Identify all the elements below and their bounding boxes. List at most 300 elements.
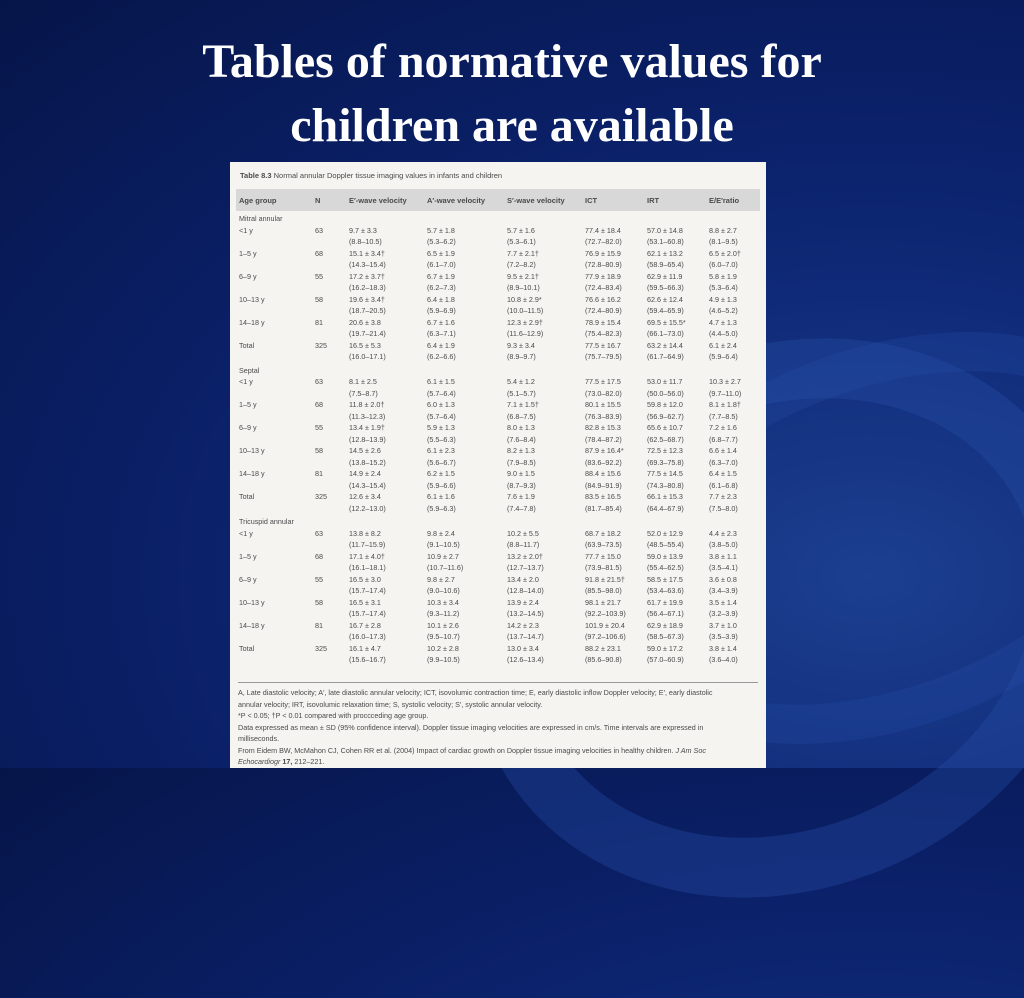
e-ratio-ci-cell: (4.4–5.0) bbox=[709, 329, 738, 339]
ict-ci-cell: (92.2–103.9) bbox=[585, 609, 626, 619]
a-wave-mean-cell: 10.1 ± 2.6 bbox=[427, 620, 459, 630]
age-group-cell: 6–9 y bbox=[239, 271, 257, 281]
s-wave-ci-cell: (5.3–6.1) bbox=[507, 237, 536, 247]
footnote-units-cont: milliseconds. bbox=[238, 734, 280, 743]
s-wave-mean-cell: 14.2 ± 2.3 bbox=[507, 620, 539, 630]
ict-mean-cell: 77.9 ± 18.9 bbox=[585, 271, 621, 281]
e-ratio-mean-cell: 3.8 ± 1.1 bbox=[709, 551, 737, 561]
e-ratio-ci-cell: (5.9–6.4) bbox=[709, 352, 738, 362]
e-ratio-ci-cell: (3.6–4.0) bbox=[709, 655, 738, 665]
s-wave-ci-cell: (7.9–8.5) bbox=[507, 457, 536, 467]
age-group-cell: Total bbox=[239, 340, 255, 350]
e-ratio-ci-cell: (7.5–8.0) bbox=[709, 503, 738, 513]
ict-ci-cell: (72.4–83.4) bbox=[585, 283, 622, 293]
e-wave-mean-cell: 20.6 ± 3.8 bbox=[349, 317, 381, 327]
table-row-ci bbox=[236, 654, 760, 666]
age-group-empty-cell bbox=[236, 539, 312, 551]
footnote-pages: 212–221. bbox=[294, 757, 325, 766]
ict-mean-cell: 77.4 ± 18.4 bbox=[585, 225, 621, 235]
e-wave-mean-cell: 17.1 ± 4.0† bbox=[349, 551, 385, 561]
age-group-empty-cell bbox=[236, 388, 312, 400]
n-cell: 63 bbox=[315, 528, 323, 538]
e-ratio-mean-cell: 3.5 ± 1.4 bbox=[709, 597, 737, 607]
header-age-group: Age group bbox=[236, 189, 312, 211]
age-group-cell: 14–18 y bbox=[239, 620, 265, 630]
footnote-significance: *P < 0.05; †P < 0.01 compared with proccceding age group. bbox=[238, 711, 429, 720]
age-group-empty-cell bbox=[236, 282, 312, 294]
irt-ci-cell: (53.4–63.6) bbox=[647, 586, 684, 596]
s-wave-mean-cell: 5.7 ± 1.6 bbox=[507, 225, 535, 235]
n-empty-cell bbox=[312, 654, 346, 666]
table-row-ci bbox=[236, 608, 760, 620]
ict-ci-cell: (85.5–98.0) bbox=[585, 586, 622, 596]
a-wave-mean-cell: 6.1 ± 1.5 bbox=[427, 377, 455, 387]
s-wave-mean-cell: 10.2 ± 5.5 bbox=[507, 528, 539, 538]
ict-ci-cell: (63.9–73.5) bbox=[585, 540, 622, 550]
n-empty-cell bbox=[312, 259, 346, 271]
a-wave-mean-cell: 6.5 ± 1.9 bbox=[427, 248, 455, 258]
s-wave-mean-cell: 13.0 ± 3.4 bbox=[507, 643, 539, 653]
a-wave-ci-cell: (5.9–6.3) bbox=[427, 503, 456, 513]
n-empty-cell bbox=[312, 562, 346, 574]
table-caption-text: Normal annular Doppler tissue imaging values in infants and children bbox=[273, 171, 503, 180]
s-wave-ci-cell: (8.9–9.7) bbox=[507, 352, 536, 362]
header-e-wave: E′-wave velocity bbox=[346, 189, 424, 211]
header-ict: ICT bbox=[582, 189, 644, 211]
header-s-wave: S′-wave velocity bbox=[504, 189, 582, 211]
age-group-cell: 1–5 y bbox=[239, 248, 257, 258]
n-empty-cell bbox=[312, 305, 346, 317]
table-row bbox=[236, 620, 760, 632]
e-ratio-mean-cell: 7.2 ± 1.6 bbox=[709, 423, 737, 433]
ict-ci-cell: (75.4–82.3) bbox=[585, 329, 622, 339]
table-image bbox=[230, 162, 766, 768]
e-wave-mean-cell: 14.5 ± 2.6 bbox=[349, 446, 381, 456]
n-empty-cell bbox=[312, 631, 346, 643]
e-wave-ci-cell: (13.8–15.2) bbox=[349, 457, 386, 467]
irt-mean-cell: 62.9 ± 18.9 bbox=[647, 620, 683, 630]
s-wave-mean-cell: 7.7 ± 2.1† bbox=[507, 248, 539, 258]
ict-mean-cell: 83.5 ± 16.5 bbox=[585, 492, 621, 502]
ict-mean-cell: 68.7 ± 18.2 bbox=[585, 528, 621, 538]
a-wave-ci-cell: (9.3–11.2) bbox=[427, 609, 460, 619]
n-empty-cell bbox=[312, 539, 346, 551]
e-ratio-mean-cell: 5.8 ± 1.9 bbox=[709, 271, 737, 281]
e-ratio-mean-cell: 6.1 ± 2.4 bbox=[709, 340, 737, 350]
e-wave-mean-cell: 16.1 ± 4.7 bbox=[349, 643, 381, 653]
e-ratio-mean-cell: 8.8 ± 2.7 bbox=[709, 225, 737, 235]
a-wave-ci-cell: (6.2–6.6) bbox=[427, 352, 456, 362]
ict-mean-cell: 88.2 ± 23.1 bbox=[585, 643, 621, 653]
section-header-row bbox=[236, 514, 760, 528]
table-row-ci bbox=[236, 351, 760, 363]
section-name: Septal bbox=[239, 365, 260, 375]
table-row-ci bbox=[236, 236, 760, 248]
footnote-journal-cont: Echocardiogr bbox=[238, 757, 281, 766]
n-cell: 81 bbox=[315, 317, 323, 327]
table-row bbox=[236, 294, 760, 306]
table-row-ci bbox=[236, 539, 760, 551]
table-label: Table 8.3 bbox=[240, 171, 272, 180]
table-row bbox=[236, 225, 760, 237]
irt-mean-cell: 66.1 ± 15.3 bbox=[647, 492, 683, 502]
table-row-ci bbox=[236, 282, 760, 294]
e-wave-mean-cell: 19.6 ± 3.4† bbox=[349, 294, 385, 304]
ict-ci-cell: (75.7–79.5) bbox=[585, 352, 622, 362]
a-wave-ci-cell: (5.7–6.4) bbox=[427, 388, 456, 398]
a-wave-ci-cell: (6.3–7.1) bbox=[427, 329, 456, 339]
a-wave-ci-cell: (5.9–6.6) bbox=[427, 480, 456, 490]
e-wave-ci-cell: (8.8–10.5) bbox=[349, 237, 382, 247]
n-cell: 63 bbox=[315, 225, 323, 235]
slide-title bbox=[0, 30, 1024, 158]
n-cell: 325 bbox=[315, 340, 327, 350]
a-wave-ci-cell: (5.7–6.4) bbox=[427, 411, 456, 421]
irt-ci-cell: (56.4–67.1) bbox=[647, 609, 684, 619]
age-group-cell: 14–18 y bbox=[239, 469, 265, 479]
age-group-cell: 1–5 y bbox=[239, 551, 257, 561]
irt-mean-cell: 53.0 ± 11.7 bbox=[647, 377, 683, 387]
e-wave-mean-cell: 16.5 ± 3.0 bbox=[349, 574, 381, 584]
ict-mean-cell: 87.9 ± 16.4* bbox=[585, 446, 624, 456]
slide-title-line-2: children are available bbox=[290, 99, 734, 152]
e-wave-mean-cell: 16.5 ± 5.3 bbox=[349, 340, 381, 350]
ict-mean-cell: 91.8 ± 21.5† bbox=[585, 574, 625, 584]
ict-mean-cell: 80.1 ± 15.5 bbox=[585, 400, 621, 410]
irt-mean-cell: 61.7 ± 19.9 bbox=[647, 597, 683, 607]
n-empty-cell bbox=[312, 503, 346, 515]
e-wave-ci-cell: (16.1–18.1) bbox=[349, 563, 386, 573]
irt-ci-cell: (48.5–55.4) bbox=[647, 540, 684, 550]
ict-ci-cell: (78.4–87.2) bbox=[585, 434, 622, 444]
irt-mean-cell: 57.0 ± 14.8 bbox=[647, 225, 683, 235]
table-caption bbox=[240, 171, 502, 180]
table-row-ci bbox=[236, 457, 760, 469]
s-wave-ci-cell: (5.1–5.7) bbox=[507, 388, 536, 398]
e-wave-ci-cell: (12.2–13.0) bbox=[349, 503, 386, 513]
n-empty-cell bbox=[312, 480, 346, 492]
irt-ci-cell: (59.5–66.3) bbox=[647, 283, 684, 293]
e-ratio-mean-cell: 8.1 ± 1.8† bbox=[709, 400, 741, 410]
ict-mean-cell: 76.9 ± 15.9 bbox=[585, 248, 621, 258]
s-wave-ci-cell: (7.6–8.4) bbox=[507, 434, 536, 444]
age-group-cell: 6–9 y bbox=[239, 423, 257, 433]
a-wave-mean-cell: 6.7 ± 1.6 bbox=[427, 317, 455, 327]
age-group-empty-cell bbox=[236, 328, 312, 340]
e-ratio-ci-cell: (6.0–7.0) bbox=[709, 260, 738, 270]
age-group-cell: <1 y bbox=[239, 377, 253, 387]
age-group-cell: 10–13 y bbox=[239, 597, 265, 607]
irt-mean-cell: 62.9 ± 11.9 bbox=[647, 271, 683, 281]
e-ratio-ci-cell: (6.1–6.8) bbox=[709, 480, 738, 490]
age-group-cell: 10–13 y bbox=[239, 446, 265, 456]
irt-ci-cell: (74.3–80.8) bbox=[647, 480, 684, 490]
a-wave-mean-cell: 9.8 ± 2.7 bbox=[427, 574, 455, 584]
n-empty-cell bbox=[312, 388, 346, 400]
table-row bbox=[236, 271, 760, 283]
ict-ci-cell: (72.8–80.9) bbox=[585, 260, 622, 270]
e-wave-mean-cell: 15.1 ± 3.4† bbox=[349, 248, 385, 258]
e-wave-ci-cell: (19.7–21.4) bbox=[349, 329, 386, 339]
e-ratio-ci-cell: (3.5–4.1) bbox=[709, 563, 738, 573]
ict-mean-cell: 82.8 ± 15.3 bbox=[585, 423, 621, 433]
n-empty-cell bbox=[312, 282, 346, 294]
e-wave-ci-cell: (15.7–17.4) bbox=[349, 586, 386, 596]
s-wave-ci-cell: (8.9–10.1) bbox=[507, 283, 540, 293]
table-row bbox=[236, 317, 760, 329]
slide-title-line-1: Tables of normative values for bbox=[202, 35, 822, 88]
footnote-source bbox=[238, 745, 758, 757]
table-header-row bbox=[236, 189, 760, 211]
footnote-abbreviations: A, Late diastolic velocity; A′, late diastolic annular velocity; ICT, isovolumic contraction time; E, early diastolic inflow Doppler velocity; E′, early diastolic bbox=[238, 688, 713, 697]
a-wave-ci-cell: (5.5–6.3) bbox=[427, 434, 456, 444]
irt-mean-cell: 69.5 ± 15.5* bbox=[647, 317, 686, 327]
a-wave-ci-cell: (9.9–10.5) bbox=[427, 655, 460, 665]
ict-ci-cell: (85.6–90.8) bbox=[585, 655, 622, 665]
normative-values-table bbox=[236, 189, 760, 666]
e-ratio-mean-cell: 6.5 ± 2.0† bbox=[709, 248, 741, 258]
ict-mean-cell: 77.5 ± 17.5 bbox=[585, 377, 621, 387]
age-group-empty-cell bbox=[236, 259, 312, 271]
table-row bbox=[236, 399, 760, 411]
section-name: Mitral annular bbox=[239, 214, 283, 224]
irt-ci-cell: (66.1–73.0) bbox=[647, 329, 684, 339]
a-wave-ci-cell: (5.9–6.9) bbox=[427, 306, 456, 316]
irt-mean-cell: 63.2 ± 14.4 bbox=[647, 340, 683, 350]
age-group-empty-cell bbox=[236, 562, 312, 574]
table-row-ci bbox=[236, 631, 760, 643]
e-wave-mean-cell: 11.8 ± 2.0† bbox=[349, 400, 385, 410]
n-empty-cell bbox=[312, 328, 346, 340]
ict-mean-cell: 77.5 ± 16.7 bbox=[585, 340, 621, 350]
header-n: N bbox=[312, 189, 346, 211]
s-wave-ci-cell: (6.8–7.5) bbox=[507, 411, 536, 421]
e-wave-ci-cell: (16.0–17.1) bbox=[349, 352, 386, 362]
ict-mean-cell: 98.1 ± 21.7 bbox=[585, 597, 621, 607]
irt-mean-cell: 65.6 ± 10.7 bbox=[647, 423, 683, 433]
section-header-row bbox=[236, 363, 760, 377]
table-row-ci bbox=[236, 585, 760, 597]
ict-mean-cell: 78.9 ± 15.4 bbox=[585, 317, 621, 327]
footnote-volume: 17, bbox=[282, 757, 293, 766]
irt-mean-cell: 59.0 ± 17.2 bbox=[647, 643, 683, 653]
e-wave-mean-cell: 14.9 ± 2.4 bbox=[349, 469, 381, 479]
a-wave-mean-cell: 6.2 ± 1.5 bbox=[427, 469, 455, 479]
e-ratio-ci-cell: (4.6–5.2) bbox=[709, 306, 738, 316]
e-wave-mean-cell: 17.2 ± 3.7† bbox=[349, 271, 385, 281]
n-empty-cell bbox=[312, 411, 346, 423]
a-wave-mean-cell: 6.1 ± 2.3 bbox=[427, 446, 455, 456]
e-wave-mean-cell: 16.5 ± 3.1 bbox=[349, 597, 381, 607]
irt-ci-cell: (64.4–67.9) bbox=[647, 503, 684, 513]
n-cell: 58 bbox=[315, 597, 323, 607]
a-wave-mean-cell: 10.3 ± 3.4 bbox=[427, 597, 459, 607]
s-wave-ci-cell: (7.4–7.8) bbox=[507, 503, 536, 513]
age-group-cell: 6–9 y bbox=[239, 574, 257, 584]
header-irt: IRT bbox=[644, 189, 706, 211]
a-wave-mean-cell: 6.4 ± 1.8 bbox=[427, 294, 455, 304]
irt-ci-cell: (58.5–67.3) bbox=[647, 632, 684, 642]
s-wave-mean-cell: 7.6 ± 1.9 bbox=[507, 492, 535, 502]
table-row bbox=[236, 340, 760, 352]
age-group-cell: 10–13 y bbox=[239, 294, 265, 304]
a-wave-mean-cell: 10.9 ± 2.7 bbox=[427, 551, 459, 561]
ict-ci-cell: (72.7–82.0) bbox=[585, 237, 622, 247]
footnote-abbreviations-cont: annular velocity; IRT, isovolumic relaxation time; S, systolic velocity; S′, systolic annular velocity. bbox=[238, 699, 543, 709]
irt-ci-cell: (62.5–68.7) bbox=[647, 434, 684, 444]
e-wave-ci-cell: (16.0–17.3) bbox=[349, 632, 386, 642]
e-wave-ci-cell: (14.3–15.4) bbox=[349, 480, 386, 490]
table-row bbox=[236, 574, 760, 586]
irt-mean-cell: 59.8 ± 12.0 bbox=[647, 400, 683, 410]
s-wave-mean-cell: 9.3 ± 3.4 bbox=[507, 340, 535, 350]
irt-mean-cell: 77.5 ± 14.5 bbox=[647, 469, 683, 479]
n-cell: 68 bbox=[315, 248, 323, 258]
n-empty-cell bbox=[312, 457, 346, 469]
e-wave-ci-cell: (11.3–12.3) bbox=[349, 411, 386, 421]
ict-mean-cell: 76.6 ± 16.2 bbox=[585, 294, 621, 304]
s-wave-mean-cell: 13.9 ± 2.4 bbox=[507, 597, 539, 607]
irt-ci-cell: (50.0–56.0) bbox=[647, 388, 684, 398]
age-group-empty-cell bbox=[236, 654, 312, 666]
e-ratio-mean-cell: 6.4 ± 1.5 bbox=[709, 469, 737, 479]
e-wave-ci-cell: (11.7–15.9) bbox=[349, 540, 386, 550]
header-a-wave: A′-wave velocity bbox=[424, 189, 504, 211]
age-group-empty-cell bbox=[236, 411, 312, 423]
n-cell: 325 bbox=[315, 643, 327, 653]
n-cell: 55 bbox=[315, 271, 323, 281]
irt-ci-cell: (59.4–65.9) bbox=[647, 306, 684, 316]
table-row-ci bbox=[236, 388, 760, 400]
s-wave-ci-cell: (12.8–14.0) bbox=[507, 586, 544, 596]
a-wave-ci-cell: (9.5–10.7) bbox=[427, 632, 460, 642]
age-group-empty-cell bbox=[236, 503, 312, 515]
s-wave-ci-cell: (13.2–14.5) bbox=[507, 609, 544, 619]
age-group-cell: Total bbox=[239, 492, 255, 502]
a-wave-ci-cell: (5.6–6.7) bbox=[427, 457, 456, 467]
s-wave-ci-cell: (12.7–13.7) bbox=[507, 563, 544, 573]
n-cell: 58 bbox=[315, 446, 323, 456]
irt-ci-cell: (57.0–60.9) bbox=[647, 655, 684, 665]
table-row bbox=[236, 445, 760, 457]
s-wave-ci-cell: (7.2–8.2) bbox=[507, 260, 536, 270]
e-wave-ci-cell: (18.7–20.5) bbox=[349, 306, 386, 316]
e-ratio-ci-cell: (9.7–11.0) bbox=[709, 388, 742, 398]
ict-ci-cell: (97.2–106.6) bbox=[585, 632, 626, 642]
age-group-empty-cell bbox=[236, 608, 312, 620]
age-group-empty-cell bbox=[236, 351, 312, 363]
s-wave-ci-cell: (11.6–12.9) bbox=[507, 329, 544, 339]
n-empty-cell bbox=[312, 434, 346, 446]
e-wave-mean-cell: 13.8 ± 8.2 bbox=[349, 528, 381, 538]
table-row bbox=[236, 491, 760, 503]
irt-mean-cell: 59.0 ± 13.9 bbox=[647, 551, 683, 561]
s-wave-mean-cell: 8.2 ± 1.3 bbox=[507, 446, 535, 456]
footnote-units: Data expressed as mean ± SD (95% confidence interval). Doppler tissue imaging velocities are expressed in cm/s. Time intervals are expressed in bbox=[238, 722, 704, 732]
e-ratio-ci-cell: (3.2–3.9) bbox=[709, 609, 738, 619]
footnote-source-cont bbox=[238, 756, 758, 768]
e-ratio-mean-cell: 4.4 ± 2.3 bbox=[709, 528, 737, 538]
table-row bbox=[236, 643, 760, 655]
irt-ci-cell: (58.9–65.4) bbox=[647, 260, 684, 270]
e-wave-ci-cell: (15.6–16.7) bbox=[349, 655, 386, 665]
ict-mean-cell: 77.7 ± 15.0 bbox=[585, 551, 621, 561]
irt-mean-cell: 62.6 ± 12.4 bbox=[647, 294, 683, 304]
table-row-ci bbox=[236, 259, 760, 271]
age-group-empty-cell bbox=[236, 631, 312, 643]
table-row-ci bbox=[236, 480, 760, 492]
irt-ci-cell: (55.4–62.5) bbox=[647, 563, 684, 573]
table-row-ci bbox=[236, 305, 760, 317]
a-wave-mean-cell: 6.4 ± 1.9 bbox=[427, 340, 455, 350]
s-wave-mean-cell: 13.2 ± 2.0† bbox=[507, 551, 543, 561]
table-row bbox=[236, 528, 760, 540]
e-ratio-mean-cell: 3.6 ± 0.8 bbox=[709, 574, 737, 584]
e-ratio-mean-cell: 4.9 ± 1.3 bbox=[709, 294, 737, 304]
s-wave-mean-cell: 5.4 ± 1.2 bbox=[507, 377, 535, 387]
age-group-empty-cell bbox=[236, 480, 312, 492]
n-cell: 55 bbox=[315, 574, 323, 584]
e-wave-ci-cell: (12.8–13.9) bbox=[349, 434, 386, 444]
e-ratio-ci-cell: (7.7–8.5) bbox=[709, 411, 738, 421]
table-row bbox=[236, 422, 760, 434]
n-cell: 81 bbox=[315, 469, 323, 479]
a-wave-mean-cell: 10.2 ± 2.8 bbox=[427, 643, 459, 653]
table-row bbox=[236, 248, 760, 260]
table-row bbox=[236, 468, 760, 480]
table-row-ci bbox=[236, 411, 760, 423]
n-cell: 325 bbox=[315, 492, 327, 502]
a-wave-mean-cell: 6.1 ± 1.6 bbox=[427, 492, 455, 502]
s-wave-mean-cell: 12.3 ± 2.9† bbox=[507, 317, 543, 327]
age-group-cell: Total bbox=[239, 643, 255, 653]
ict-ci-cell: (73.0–82.0) bbox=[585, 388, 622, 398]
s-wave-mean-cell: 7.1 ± 1.5† bbox=[507, 400, 539, 410]
ict-ci-cell: (83.6–92.2) bbox=[585, 457, 622, 467]
ict-ci-cell: (81.7–85.4) bbox=[585, 503, 622, 513]
section-header-row bbox=[236, 211, 760, 225]
ict-ci-cell: (72.4–80.9) bbox=[585, 306, 622, 316]
s-wave-mean-cell: 9.0 ± 1.5 bbox=[507, 469, 535, 479]
e-wave-ci-cell: (14.3–15.4) bbox=[349, 260, 386, 270]
e-ratio-ci-cell: (8.1–9.5) bbox=[709, 237, 738, 247]
ict-ci-cell: (73.9–81.5) bbox=[585, 563, 622, 573]
e-wave-ci-cell: (7.5–8.7) bbox=[349, 388, 378, 398]
e-ratio-mean-cell: 3.7 ± 1.0 bbox=[709, 620, 737, 630]
e-ratio-mean-cell: 3.8 ± 1.4 bbox=[709, 643, 737, 653]
irt-mean-cell: 52.0 ± 12.9 bbox=[647, 528, 683, 538]
age-group-cell: <1 y bbox=[239, 225, 253, 235]
e-wave-mean-cell: 9.7 ± 3.3 bbox=[349, 225, 377, 235]
ict-mean-cell: 88.4 ± 15.6 bbox=[585, 469, 621, 479]
e-ratio-mean-cell: 7.7 ± 2.3 bbox=[709, 492, 737, 502]
e-wave-mean-cell: 8.1 ± 2.5 bbox=[349, 377, 377, 387]
table-row-ci bbox=[236, 328, 760, 340]
e-ratio-ci-cell: (5.3–6.4) bbox=[709, 283, 738, 293]
e-ratio-ci-cell: (3.5–3.9) bbox=[709, 632, 738, 642]
section-name: Tricuspid annular bbox=[239, 517, 294, 527]
e-wave-mean-cell: 16.7 ± 2.8 bbox=[349, 620, 381, 630]
age-group-empty-cell bbox=[236, 434, 312, 446]
e-ratio-ci-cell: (6.8–7.7) bbox=[709, 434, 738, 444]
ict-ci-cell: (84.9–91.9) bbox=[585, 480, 622, 490]
table-row-ci bbox=[236, 503, 760, 515]
e-ratio-ci-cell: (3.8–5.0) bbox=[709, 540, 738, 550]
footnote-source-text: From Eidem BW, McMahon CJ, Cohen RR et al. (2004) Impact of cardiac growth on Doppler tissue imaging velocities in healthy children. bbox=[238, 745, 674, 755]
s-wave-ci-cell: (8.8–11.7) bbox=[507, 540, 540, 550]
n-empty-cell bbox=[312, 608, 346, 620]
n-empty-cell bbox=[312, 585, 346, 597]
